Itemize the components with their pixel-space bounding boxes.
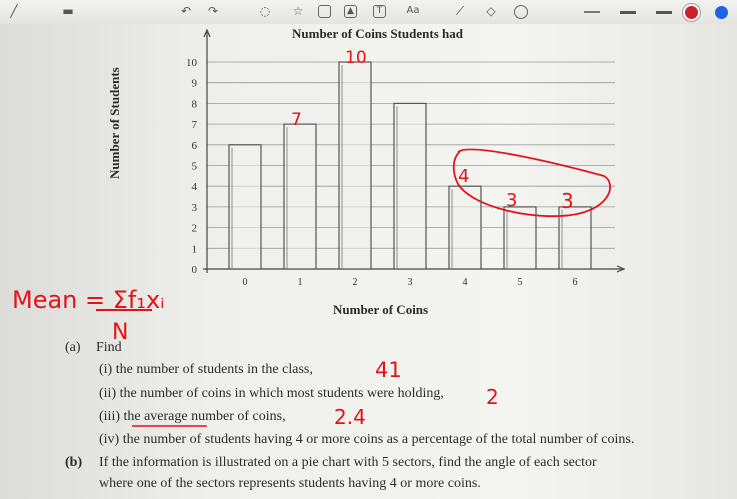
y-tick-label: 9 [191,77,197,90]
y-tick-label: 1 [191,243,197,256]
x-tick-label: 4 [462,277,468,288]
lasso-icon[interactable]: ◌ [259,4,271,18]
shape-icon[interactable] [318,5,331,18]
red-color-swatch[interactable] [685,6,698,19]
eraser-icon[interactable]: ◇ [486,4,496,18]
handwritten-bar-label: 3 [506,190,518,211]
handwritten-bar-label: 3 [561,189,574,213]
x-tick-label: 6 [572,277,578,288]
y-tick-label: 3 [191,201,197,214]
question-a-iii: (iii) the average number of coins, [99,409,286,424]
text-icon[interactable]: Aa [406,5,420,16]
question-b-line-1: If the information is illustrated on a pie chart with 5 sectors, find the angle of each sector [99,455,597,470]
handwritten-bar-label: 10 [345,48,367,68]
y-tick-label: 8 [191,98,197,111]
y-tick-label: 7 [191,119,197,132]
annotation-toolbar [0,0,737,25]
question-a-i: (i) the number of students in the class, [99,362,313,377]
question-a-iv: (iv) the number of students having 4 or more coins as a percentage of the total number of coins. [99,432,635,447]
y-axis-label: Number of Students [107,67,122,179]
question-a-label: (a) [65,340,81,355]
redo-icon[interactable]: ↷ [207,4,219,18]
handwritten-mean-denominator: N [112,320,129,345]
blue-color-swatch[interactable] [715,6,728,19]
x-tick-label: 3 [407,277,413,288]
handwritten-answer-i: 41 [375,358,402,382]
chart-bar [339,62,371,269]
chart-title: Number of Coins Students had [292,26,463,41]
chart-bar [504,207,536,269]
chart-bar [394,103,426,269]
image-icon[interactable]: ▲ [344,5,357,18]
star-icon[interactable]: ☆ [292,4,304,18]
thick-stroke-option[interactable] [620,11,636,14]
ruler-icon[interactable]: ⟋ [455,4,465,18]
thin-stroke-option[interactable] [584,11,600,13]
handwritten-bar-label: 7 [291,110,302,130]
x-tick-label: 5 [517,277,523,288]
y-tick-label: 4 [191,181,197,194]
chart-bar [284,124,316,269]
handwritten-answer-iii: 2.4 [334,405,366,429]
chart-bar [229,145,261,269]
y-tick-label: 5 [191,160,197,173]
bold-stroke-option[interactable] [656,11,672,14]
pen-icon[interactable]: ╱ [10,4,18,18]
highlighter-icon[interactable]: ▬ [62,4,74,18]
x-tick-label: 1 [297,277,303,288]
x-tick-label: 0 [242,277,248,288]
text-box-icon[interactable]: T [373,5,386,18]
handwritten-bar-label: 4 [458,166,470,187]
y-tick-label: 0 [191,264,197,276]
question-b-line-2: where one of the sectors represents students having 4 or more coins. [99,476,481,491]
handwritten-answer-ii: 2 [486,385,499,409]
x-axis-label: Number of Coins [333,302,429,317]
y-tick-label: 2 [191,222,197,235]
undo-icon[interactable]: ↶ [180,4,192,18]
x-tick-label: 2 [352,277,358,288]
timer-icon[interactable] [514,5,528,19]
question-a-text: Find [96,340,122,355]
handwritten-mean-formula: Mean = Σf₁xᵢ [12,286,165,314]
worksheet-page [0,24,737,499]
y-tick-label: 6 [191,139,197,152]
question-a-ii: (ii) the number of coins in which most students were holding, [99,386,444,401]
question-b-label: (b) [65,455,83,470]
y-tick-label: 10 [186,57,197,69]
